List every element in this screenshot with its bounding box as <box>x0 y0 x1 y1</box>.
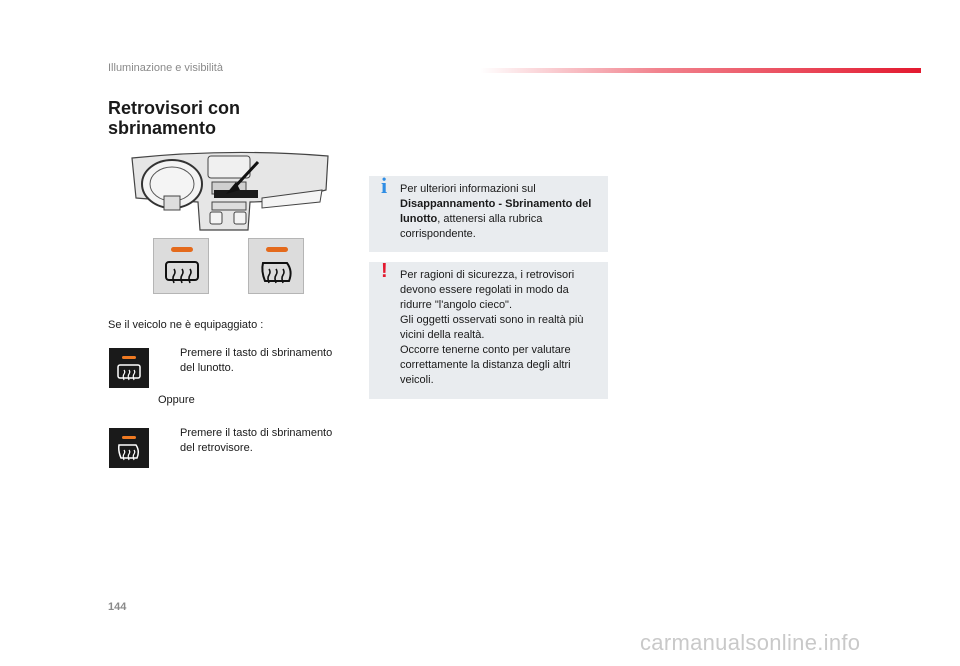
separator-text: Oppure <box>158 394 195 406</box>
rear-window-defrost-icon <box>164 259 200 287</box>
instruction-text: Premere il tasto di sbrinamento del retrovisore. <box>180 427 333 454</box>
rear-window-defrost-icon <box>117 363 141 383</box>
mirror-defrost-button-large <box>248 238 304 294</box>
page-title-line-1: Retrovisori con <box>108 98 241 118</box>
indicator-led <box>122 356 136 359</box>
indicator-led <box>171 247 193 252</box>
indicator-led <box>266 247 288 252</box>
warning-line-1: Per ragioni di sicurezza, i retrovisori devono essere regolati in modo da ridurre "l'angolo cieco". <box>400 269 575 311</box>
mirror-defrost-icon <box>117 443 141 463</box>
section-title: Illuminazione e visibilità <box>108 62 223 74</box>
warning-line-3: Occorre tenerne conto per valutare correttamente la distanza degli altri veicoli. <box>400 344 571 386</box>
mirror-defrost-button <box>109 428 149 468</box>
info-text-bold: Disappannamento - Sbrinamento del lunotto <box>400 198 592 225</box>
warning-line-2: Gli oggetti osservati sono in realtà più vicini della realtà. <box>400 314 584 341</box>
header-accent-bar <box>480 68 921 73</box>
warning-box <box>369 262 608 399</box>
info-box <box>369 173 608 252</box>
intro-text: Se il veicolo ne è equipaggiato : <box>108 319 264 331</box>
mirror-defrost-icon <box>259 259 295 287</box>
dashboard-illustration <box>130 150 330 245</box>
page-title-line-2: sbrinamento <box>108 118 217 138</box>
info-text-after: , attenersi alla rubrica corrispondente. <box>400 213 543 240</box>
warning-icon: ! <box>381 260 388 282</box>
rear-window-defrost-button-large <box>153 238 209 294</box>
indicator-led <box>122 436 136 439</box>
page-number: 144 <box>108 601 127 613</box>
watermark: carmanualsonline.info <box>640 630 861 655</box>
page-title <box>108 98 240 138</box>
info-text-before: Per ulteriori informazioni sul <box>400 183 536 195</box>
rear-window-defrost-button <box>109 348 149 388</box>
info-icon: i <box>381 173 388 198</box>
instruction-text: Premere il tasto di sbrinamento del lunotto. <box>180 347 333 374</box>
